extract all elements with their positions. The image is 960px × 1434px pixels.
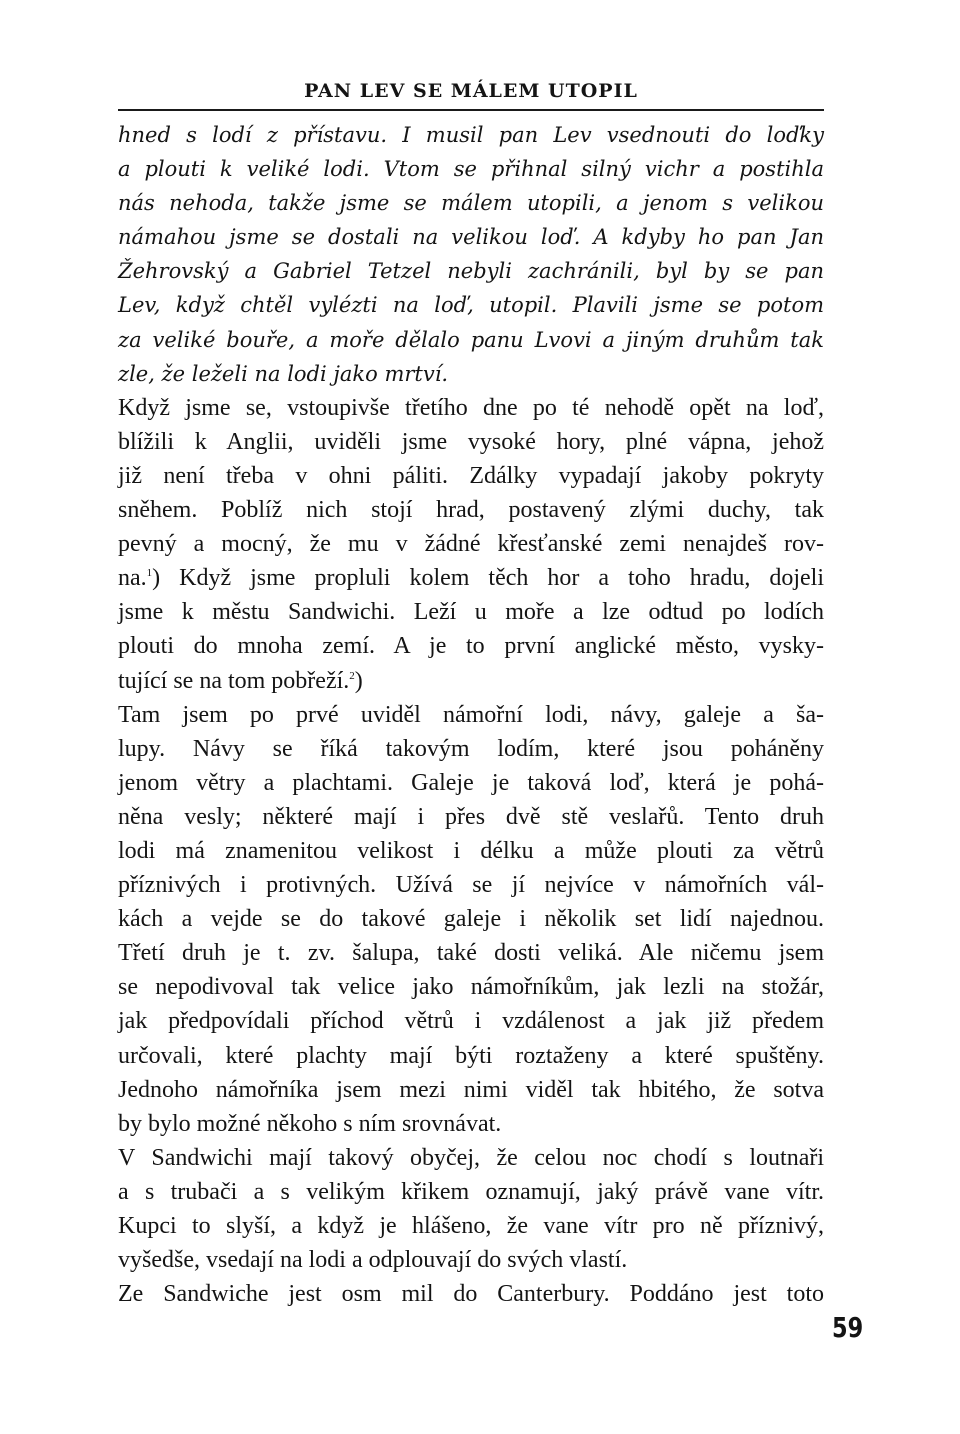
text-line: Lev, když chtěl vylézti na loď, utopil. Plavili jsme se potom <box>118 293 824 318</box>
text-line: pevný a mocný, že mu v žádné křesťanské zemi nenajdeš rov- <box>118 531 824 558</box>
text-line: zle, že leželi na lodi jako mrtví. <box>118 361 449 386</box>
text-line: příznivých i protivných. Užívá se jí nejvíce v námořních vál- <box>118 872 824 899</box>
running-head: PAN LEV SE MÁLEM UTOPIL <box>304 80 638 102</box>
line-segment: ) <box>354 667 363 694</box>
paragraph-2 <box>118 698 824 1141</box>
text-line: již není třeba v ohni páliti. Zdálky vypadají jakoby pokryty <box>118 462 824 489</box>
footnote-mark: 2 <box>349 669 355 682</box>
text-line: kách a vejde se do takové galeje i několik set lidí najednou. <box>118 906 824 933</box>
body-text <box>118 118 824 1311</box>
text-line: námahou jsme se dostali na velikou loď. A kdyby ho pan Jan <box>118 225 824 250</box>
text-line: jenom větry a plachtami. Galeje je taková loď, která je pohá- <box>118 769 824 796</box>
text-line: vyšedše, vsedají na lodi a odplouvají do svých vlastí. <box>118 1247 628 1274</box>
text-line: Kupci to slyší, a když je hlášeno, že vane vítr pro ně příznivý, <box>118 1213 824 1239</box>
text-line: a plouti k veliké lodi. Vtom se přihnal silný vichr a postihla <box>118 157 824 182</box>
paragraph-1 <box>118 391 824 698</box>
text-line: Třetí druh je t. zv. šalupa, také dosti veliká. Ale ničemu jsem <box>118 940 824 967</box>
text-line: hned s lodí z přístavu. I musil pan Lev vsednouti do loďky <box>118 123 824 147</box>
text-line: Když jsme se, vstoupivše třetího dne po té nehodě opět na loď, <box>118 394 824 421</box>
text-line: Ze Sandwiche jest osm mil do Canterbury. Poddáno jest toto <box>118 1281 824 1308</box>
footnote-mark: 1 <box>146 567 153 580</box>
text-line: Tam jsem po prvé uviděl námořní lodi, návy, galeje a ša- <box>118 701 824 728</box>
text-line: lodi má znamenitou velikost i délku a může plouti za větrů <box>118 837 824 864</box>
paragraph-3 <box>118 1141 824 1277</box>
paragraph-4 <box>118 1277 824 1311</box>
text-line: plouti do mnoha zemí. A je to první anglické město, vysky- <box>118 633 824 660</box>
line-segment: na. <box>118 565 147 592</box>
text-line: by bylo možné někoho s ním srovnávat. <box>118 1110 502 1137</box>
text-line: jak předpovídali příchod větrů i vzdálenost a jak již předem <box>118 1008 824 1035</box>
text-line: se nepodivoval tak velice jako námořníkům, jak lezli na stožár, <box>118 974 824 1001</box>
text-line <box>118 664 824 698</box>
text-line: něna vesly; některé mají i přes dvě stě veslařů. Tento druh <box>118 803 824 830</box>
text-line: blížili k Anglii, uviděli jsme vysoké hory, plné vápna, jehož <box>118 428 824 455</box>
text-line: Žehrovský a Gabriel Tetzel nebyli zachránili, byl by se pan <box>118 259 824 284</box>
header-rule <box>118 109 824 111</box>
line-segment: tující se na tom pobřeží. <box>118 667 350 694</box>
text-line: jsme k městu Sandwichi. Leží u moře a lze odtud po lodích <box>118 599 824 626</box>
text-line: lupy. Návy se říká takovým lodím, které jsou poháněny <box>118 735 824 762</box>
book-page <box>118 0 824 1434</box>
italic-passage <box>118 118 824 391</box>
text-line: V Sandwichi mají takový obyčej, že celou noc chodí s loutnaři <box>118 1144 824 1171</box>
page-number: 59 <box>832 1311 864 1344</box>
text-line: a s trubači a s velikým křikem oznamují, jaký právě vane vítr. <box>118 1178 824 1205</box>
text-line: za veliké bouře, a moře dělalo panu Lvovi a jiným druhům tak <box>118 327 824 352</box>
text-line: určovali, které plachty mají býti roztaženy a které spuštěny. <box>118 1042 824 1069</box>
text-line: nás nehoda, takže jsme se málem utopili, a jenom s velikou <box>118 191 824 216</box>
line-segment: ) Když jsme propluli kolem těch hor a toho hradu, dojeli <box>152 565 824 592</box>
text-line: Jednoho námořníka jsem mezi nimi viděl tak hbitého, že sotva <box>118 1076 824 1103</box>
text-line <box>118 561 824 595</box>
text-line: sněhem. Poblíž nich stojí hrad, postavený zlými duchy, tak <box>118 497 824 524</box>
